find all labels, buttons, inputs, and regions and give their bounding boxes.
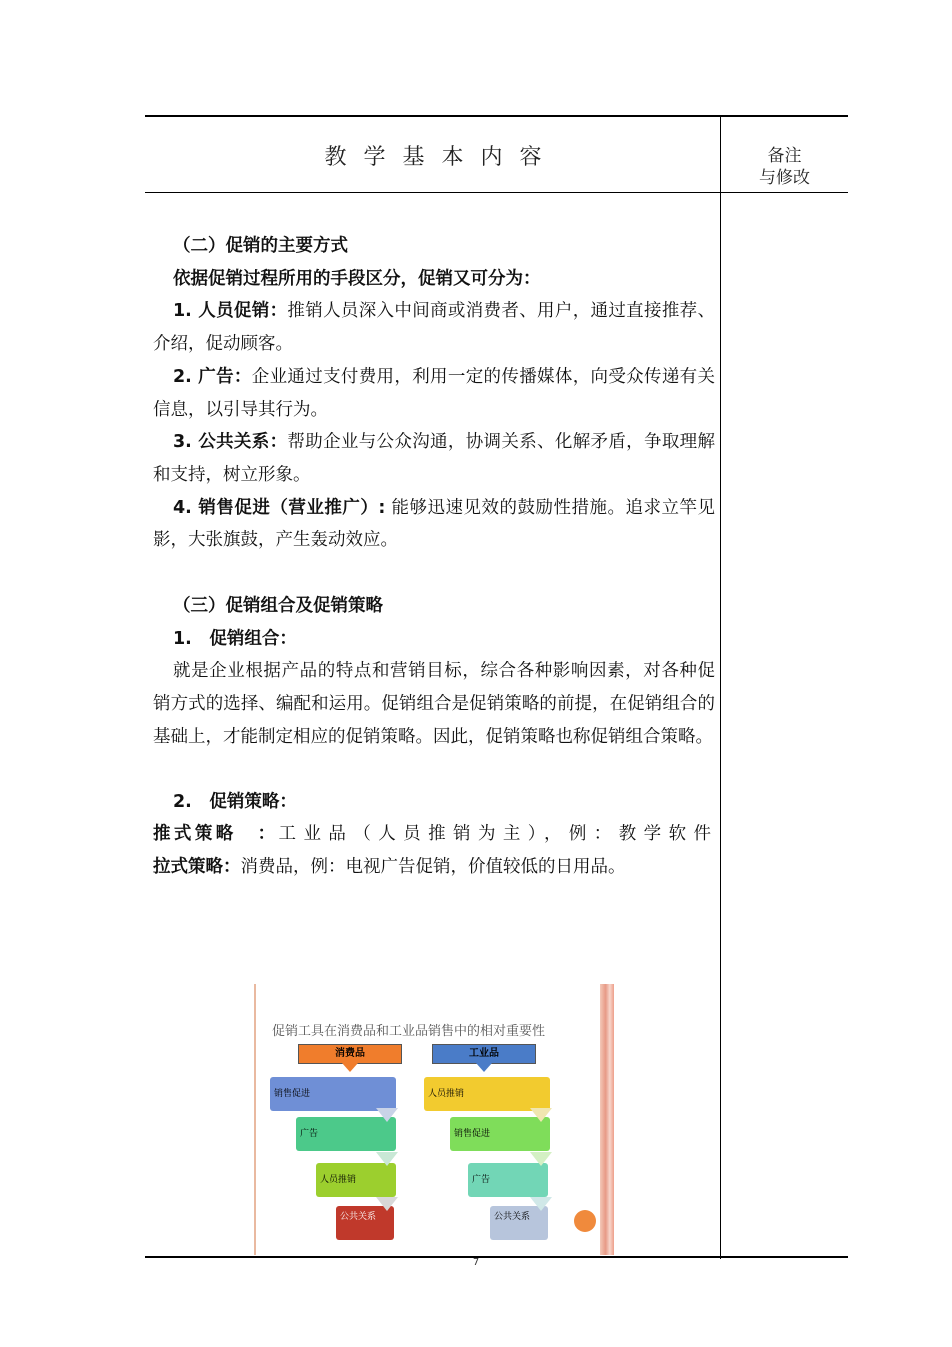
promotion-strategy-heading: 2. 促销策略：: [173, 791, 297, 812]
section2-heading: （二）促销的主要方式: [173, 236, 348, 256]
method-label: 3. 公共关系：: [173, 432, 288, 453]
consumer-step-sales-promotion: 销售促进: [270, 1077, 396, 1111]
page-number: 7: [472, 1257, 480, 1268]
method-item-2: [153, 361, 715, 426]
slide-left-border: [254, 984, 256, 1255]
promotion-mix-heading: 1. 促销组合：: [173, 628, 297, 649]
step-arrow-icon: [376, 1108, 398, 1122]
method-text: 帮助企业与公众沟通，协调关系、化解矛盾，争取理解和支持，树立形象。: [153, 432, 716, 485]
step-arrow-icon: [530, 1108, 552, 1122]
step-arrow-icon: [376, 1197, 398, 1211]
method-label: 1. 人员促销：: [173, 301, 288, 322]
promotion-mix-text: 就是企业根据产品的特点和营销目标，综合各种影响因素，对各种促销方式的选择、编配和运用。促销组合是促销策略的前提，在促销组合的基础上，才能制定相应的促销策略。因此，促销策略也称促销组合策略。: [153, 661, 715, 747]
step-arrow-icon: [530, 1152, 552, 1166]
method-text: 能够迅速见效的鼓励性措施。追求立竿见影，大张旗鼓，产生轰动效应。: [153, 497, 715, 551]
decorative-dot: [574, 1210, 596, 1232]
industrial-step-personal-selling: 人员推销: [424, 1077, 550, 1111]
header-note: [722, 145, 847, 189]
industrial-step-public-relations: 公共关系: [490, 1206, 548, 1240]
header-bottom-rule: [145, 192, 848, 193]
consumer-step-personal-selling: 人员推销: [316, 1163, 396, 1197]
bottom-rule: [145, 1256, 848, 1258]
slide-title: 促销工具在消费品和工业品销售中的相对重要性: [272, 1024, 546, 1039]
method-item-4: [153, 492, 715, 557]
step-arrow-icon: [376, 1152, 398, 1166]
column-divider: [720, 115, 721, 1259]
method-item-1: [153, 295, 715, 360]
consumer-step-public-relations: 公共关系: [336, 1206, 394, 1240]
method-text: 企业通过支付费用，利用一定的传播媒体，向受众传递有关信息，以引导其行为。: [153, 366, 716, 420]
header-title: 教学基本内容: [324, 145, 559, 170]
method-label: 4. 销售促进（营业推广）:: [173, 497, 386, 518]
pull-label: 拉式策略：: [153, 856, 241, 877]
pull-text: 消费品，例：电视广告促销，价值较低的日用品。: [240, 856, 626, 877]
push-text: 工业品（人员推销为主），例：教学软件: [278, 824, 716, 845]
method-item-3: [153, 426, 715, 491]
consumer-arrow-icon: [342, 1063, 358, 1072]
push-label: 推式策略 ：: [153, 824, 279, 845]
consumer-step-advertising: 广告: [296, 1117, 396, 1151]
step-arrow-icon: [530, 1197, 552, 1211]
industrial-step-advertising: 广告: [468, 1163, 548, 1197]
section3-heading: （三）促销组合及促销策略: [173, 596, 383, 617]
method-label: 2. 广告：: [173, 366, 252, 387]
main-content: [153, 230, 715, 884]
push-strategy: [153, 818, 715, 851]
industrial-step-sales-promotion: 销售促进: [450, 1117, 550, 1151]
section2-intro: 依据促销过程所用的手段区分，促销又可分为：: [173, 268, 541, 289]
header-note-line2: 与修改: [759, 168, 810, 188]
pull-strategy: [153, 851, 715, 884]
method-text: 推销人员深入中间商或消费者、用户，通过直接推荐、介绍，促动顾客。: [153, 301, 716, 355]
industrial-arrow-icon: [476, 1063, 492, 1072]
industrial-goods-header: 工业品: [432, 1044, 536, 1064]
consumer-goods-header: 消费品: [298, 1044, 402, 1064]
top-rule: [145, 115, 848, 117]
header-note-line1: 备注: [767, 146, 802, 166]
promotion-tools-slide: [254, 984, 614, 1255]
